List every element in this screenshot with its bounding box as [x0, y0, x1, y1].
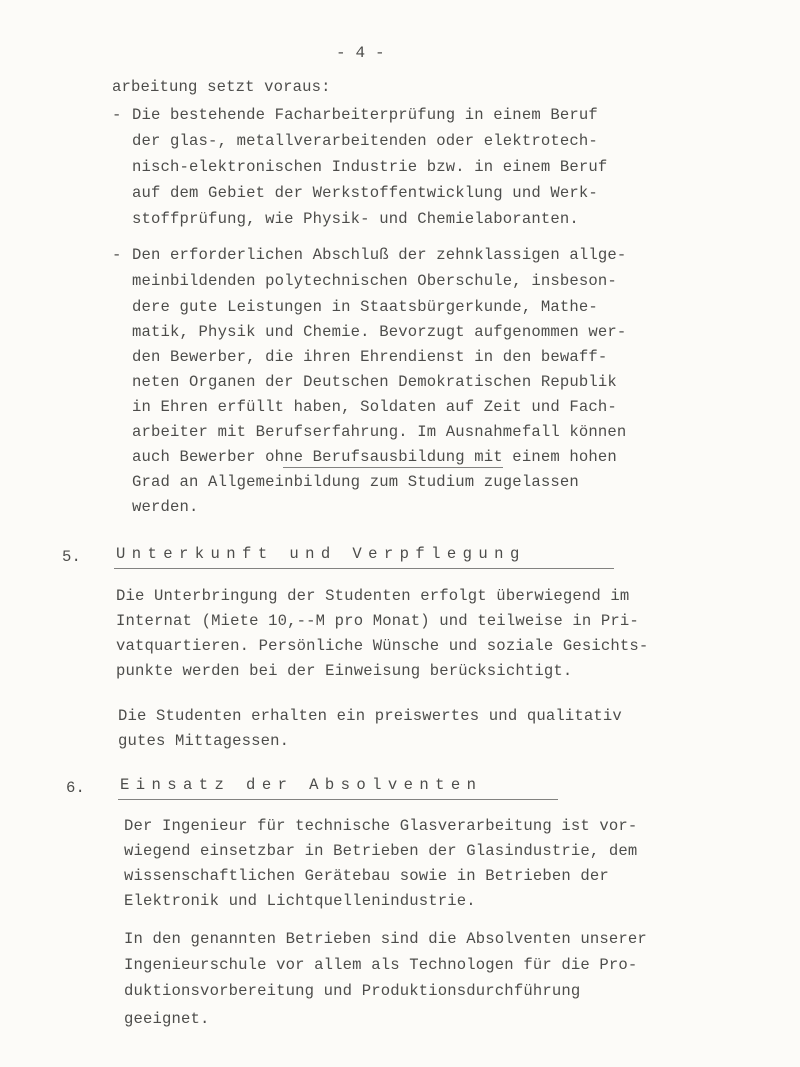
- bullet-2-line: neten Organen der Deutschen Demokratischen Republik: [132, 373, 617, 391]
- bullet-2-line: arbeiter mit Berufserfahrung. Im Ausnahmefall können: [132, 423, 627, 441]
- section-heading-underline: [118, 799, 558, 800]
- bullet-1-line: stoffprüfung, wie Physik- und Chemielaboranten.: [132, 210, 579, 228]
- bullet-2-line: dere gute Leistungen in Staatsbürgerkunde, Mathe-: [132, 298, 598, 316]
- bullet-2-line: auch Bewerber ohne Berufsausbildung mit einem hohen: [132, 448, 617, 466]
- section-6-line: wissenschaftlichen Gerätebau sowie in Betrieben der: [124, 867, 609, 885]
- section-6-line: Elektronik und Lichtquellenindustrie.: [124, 892, 476, 910]
- bullet-2-line: Den erforderlichen Abschluß der zehnklassigen allge-: [132, 246, 627, 264]
- section-5-line: Die Unterbringung der Studenten erfolgt überwiegend im: [116, 587, 630, 605]
- section-6-line: duktionsvorbereitung und Produktionsdurchführung: [124, 982, 581, 1000]
- bullet-2-line: in Ehren erfüllt haben, Soldaten auf Zeit und Fach-: [132, 398, 617, 416]
- section-6-line: wiegend einsetzbar in Betrieben der Glasindustrie, dem: [124, 842, 638, 860]
- bullet-dash: -: [112, 106, 122, 124]
- bullet-2-line: meinbildenden polytechnischen Oberschule, insbeson-: [132, 272, 617, 290]
- page-number: - 4 -: [336, 44, 385, 62]
- section-6-line: Ingenieurschule vor allem als Technologen für die Pro-: [124, 956, 638, 974]
- section-heading-underline: [114, 568, 614, 569]
- section-heading: Einsatz der Absolventen: [120, 776, 483, 794]
- section-5-line: Internat (Miete 10,--M pro Monat) und teilweise in Pri-: [116, 612, 639, 630]
- section-number: 6.: [66, 779, 86, 797]
- section-5-line: punkte werden bei der Einweisung berücksichtigt.: [116, 662, 573, 680]
- bullet-2-line: den Bewerber, die ihren Ehrendienst in den bewaff-: [132, 348, 608, 366]
- underline-ohne-berufsausbildung: [283, 467, 503, 468]
- section-5-line: vatquartieren. Persönliche Wünsche und soziale Gesichts-: [116, 637, 649, 655]
- intro-line: arbeitung setzt voraus:: [112, 78, 331, 96]
- bullet-2-line: matik, Physik und Chemie. Bevorzugt aufgenommen wer-: [132, 323, 627, 341]
- section-heading: Unterkunft und Verpflegung: [116, 545, 526, 563]
- bullet-1-line: der glas-, metallverarbeitenden oder elektrotech-: [132, 132, 598, 150]
- section-6-line: geeignet.: [124, 1010, 210, 1028]
- bullet-2-line: werden.: [132, 498, 199, 516]
- bullet-1-line: nisch-elektronischen Industrie bzw. in einem Beruf: [132, 158, 608, 176]
- section-5-line: gutes Mittagessen.: [118, 732, 290, 750]
- section-5-line: Die Studenten erhalten ein preiswertes und qualitativ: [118, 707, 622, 725]
- bullet-1-line: auf dem Gebiet der Werkstoffentwicklung und Werk-: [132, 184, 598, 202]
- bullet-2-line: Grad an Allgemeinbildung zum Studium zugelassen: [132, 473, 579, 491]
- section-6-line: Der Ingenieur für technische Glasverarbeitung ist vor-: [124, 817, 638, 835]
- bullet-dash: -: [112, 246, 122, 264]
- section-6-line: In den genannten Betrieben sind die Absolventen unserer: [124, 930, 647, 948]
- section-number: 5.: [62, 548, 82, 566]
- bullet-1-line: Die bestehende Facharbeiterprüfung in einem Beruf: [132, 106, 598, 124]
